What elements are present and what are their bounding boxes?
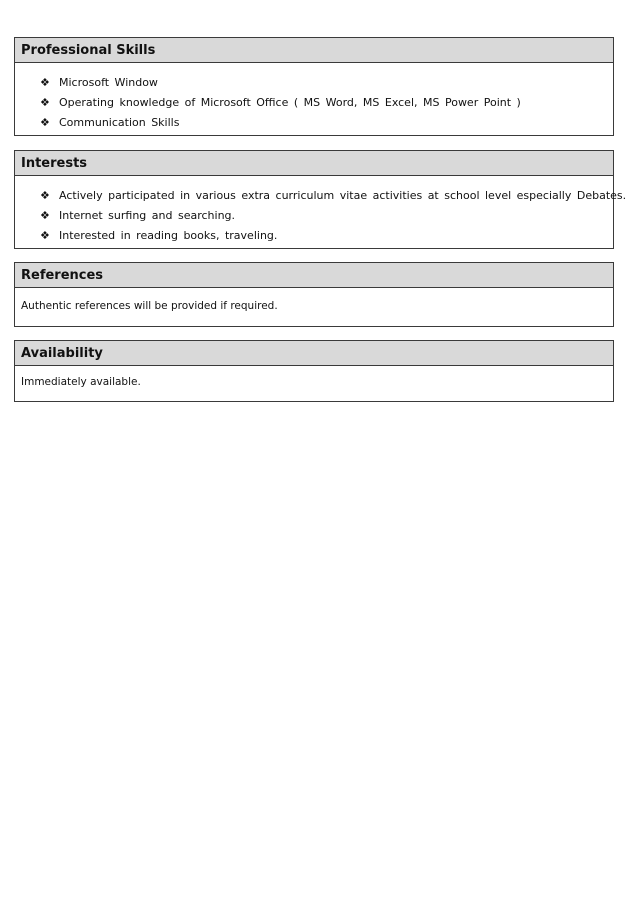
diamond-bullet-icon: ❖	[40, 189, 50, 202]
diamond-bullet-icon: ❖	[40, 96, 50, 109]
skill-text: Communication Skills	[59, 116, 180, 129]
diamond-bullet-icon: ❖	[40, 229, 50, 242]
availability-section	[14, 340, 614, 402]
skill-text: Operating knowledge of Microsoft Office ( MS Word, MS Excel, MS Power Point )	[59, 96, 521, 109]
interest-text: Interested in reading books, traveling.	[59, 229, 278, 242]
professional-skills-list	[15, 63, 613, 138]
references-text: Authentic references will be provided if required.	[21, 300, 278, 312]
list-item	[15, 206, 613, 226]
diamond-bullet-icon: ❖	[40, 76, 50, 89]
interest-text: Internet surfing and searching.	[59, 209, 236, 222]
interests-list	[15, 176, 627, 251]
professional-skills-heading: Professional Skills	[15, 38, 613, 63]
list-item	[15, 186, 627, 206]
professional-skills-section	[14, 37, 614, 136]
diamond-bullet-icon: ❖	[40, 209, 50, 222]
interest-text: Actively participated in various extra curriculum vitae activities at school level especially Debates.	[59, 189, 627, 202]
diamond-bullet-icon: ❖	[40, 116, 50, 129]
list-item	[15, 73, 613, 93]
references-heading: References	[15, 263, 613, 288]
skill-text: Microsoft Window	[59, 76, 158, 89]
list-item	[15, 93, 613, 113]
list-item	[15, 113, 613, 133]
availability-text: Immediately available.	[21, 376, 141, 388]
interests-section	[14, 150, 627, 249]
list-item	[15, 226, 613, 246]
availability-heading: Availability	[15, 341, 613, 366]
interests-heading: Interests	[15, 151, 613, 176]
references-section	[14, 262, 614, 327]
